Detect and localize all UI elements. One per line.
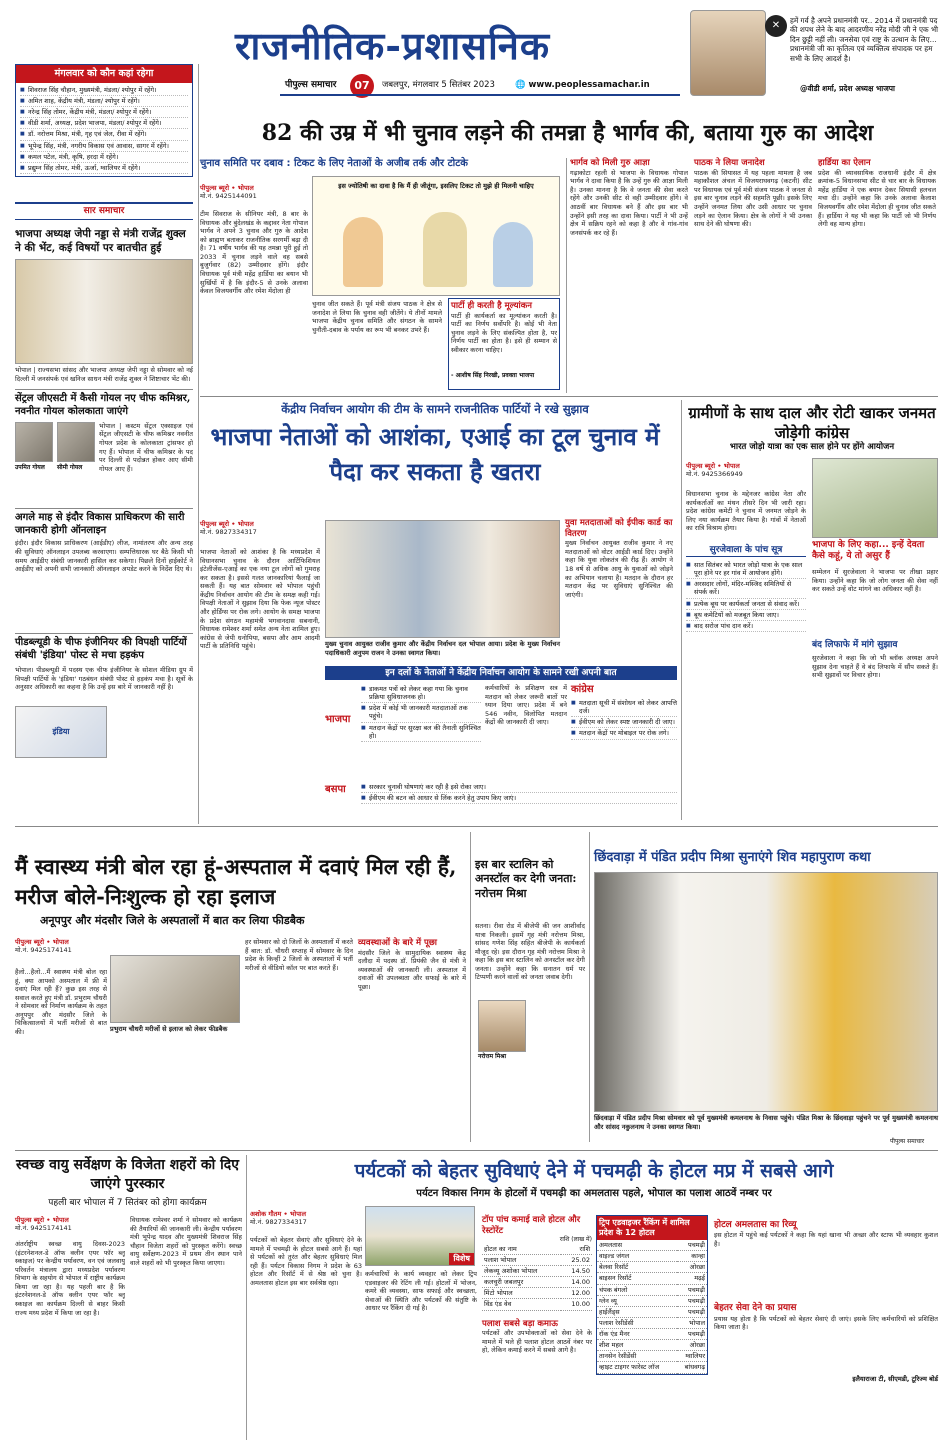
bsp-point: ■ ईवीएम की बटन को आधार से लिंक करने हेतु उपाय किए जाएं। — [361, 793, 677, 804]
ranking-row — [597, 1329, 707, 1340]
health-body-1: हैलो...हैलो...मैं स्वास्थ्य मंत्री बोल रहा हूं, क्या आपको अस्पताल में फ्री में दवाएं मिल रही हैं? कुछ इस तरह से सवाल करते हुए मंत्री डॉ. प्रभुराम चौधरी ने सोमवार को निर्माण कार्यक्रम के तहत अनूपपुर और मंदसौर जिले के चिकित्सालयों में भर्ती मरीजों से बात की। — [15, 968, 107, 1037]
ai-byline-text: पीपुल्स ब्यूरो • भोपाल — [200, 520, 254, 528]
ranking-row — [597, 1306, 707, 1317]
envelope-title: बंद लिफाफे में मांगे सुझाव — [812, 640, 898, 650]
ranking-row-cell: वाइल्ड जंगल — [597, 1251, 677, 1262]
top-earning-title: टॉप पांच कमाई वाले होटल और रेस्टोरेंट — [482, 1215, 581, 1236]
minister-photo-caption: प्रभुराम चौधरी मरीजों से इलाज को लेकर फीडबैक — [110, 1025, 228, 1033]
divider — [681, 400, 682, 820]
bjp-point: ■ मतदान केंद्रों पर सुरक्षा बल की तैनाती सुनिश्चित हो। — [361, 723, 481, 742]
cartoon-figure-3 — [493, 222, 533, 287]
hotel-photo — [365, 1206, 475, 1266]
schedule-box — [15, 64, 193, 177]
close-icon: ✕ — [765, 15, 787, 37]
cartoon — [312, 176, 560, 296]
bjp-point: ■ डाकमत पत्रों को लेकर कहा गया कि चुनाव प्रक्रिया सुविधाजनक हो। — [361, 684, 481, 703]
ranking-row — [597, 1284, 707, 1295]
earning-row-cell: 25.02 — [561, 1254, 592, 1265]
health-headline: मैं स्वास्थ्य मंत्री बोल रहा हूं-अस्पताल में दवाएं मिल रही हैं, मरीज बोले-निःशुल्क हो रहा इलाज — [15, 854, 457, 910]
india-poster-text: इंडिया — [52, 727, 70, 737]
schedule-title: मंगलवार को कौन कहां रहेगा — [16, 65, 192, 83]
photo-credit: पीपुल्स समाचार — [890, 1138, 925, 1145]
congress-point: ■ ईवीएम को लेकर स्पष्ट जानकारी दी जाए। — [571, 717, 677, 728]
congress-point: ■ मतदाता सूची में संशोधन को लेकर आपत्ति दर्ज। — [571, 698, 677, 717]
tourism-body-2: कर्मचारियों के कार्य व्यवहार को लेकर ट्रिप एडवाइजर की रेटिंग ली गई। होटलों में भोजन, कमरे की व्यवस्था, साफ सफाई और स्वच्छता, सेवाओं की स्थिति और पर्यटकों की संतुष्टि के आधार पर रैंकिंग दी गई है। — [365, 1270, 477, 1313]
surjewala-point: ■ बाद सरोज पांच दान करें। — [686, 621, 806, 632]
amaltas-title: होटल अमलतास का रिव्यू — [714, 1220, 797, 1230]
earning-row — [482, 1299, 592, 1310]
ranking-row — [597, 1317, 707, 1328]
top-byline-text: पीपुल्स ब्यूरो • भोपाल — [200, 184, 254, 192]
saar-headline-3: अगले माह से इंदौर विकास प्राधिकरण की सारी जानकारी होगी ऑनलाइन — [15, 508, 193, 538]
party-box — [448, 298, 560, 390]
saar-body-3: इंदौर। इंदौर विकास प्राधिकरण (आईडीए) लीज, नामांतरण और अन्य तरह की सुविधाएं ऑनलाइन उपलब्ध करवाएगा। सम्पत्तिधारक घर बैठे किसी भी समय आईडीए संबंधी जानकारी हासिल कर सकेगा। पिछले दिनों हाईकोर्ट ने आईडीए को अपनी सभी जानकारी ऑनलाइन अपडेट करने के निर्देश दिए थे। — [15, 539, 193, 574]
ranking-row-cell: ग्वालियर — [677, 1351, 707, 1362]
ranking-row — [597, 1251, 707, 1262]
congress-body: विधानसभा चुनाव के मद्देनजर कांग्रेस नेता और कार्यकर्ताओं का मंथन तीसरे दिन भी जारी रहा। प्रदेश कांग्रेस कमेटी ने चुनाव में जनमत जोड़ने के लिए नया कार्यक्रम तैयार किया है। गांवों में नेताओं का रात्रि विश्राम होगा। — [686, 490, 806, 533]
paper-name: पीपुल्स समाचार — [285, 80, 337, 90]
minister-photo — [110, 955, 240, 1023]
ranking-row — [597, 1362, 707, 1373]
saar-body-2: भोपाल | कस्टम सेंट्रल एक्साइज एवं सेंट्रल जीएसटी के चीफ कमिश्नर नवनीत गोयल प्रदेश के कोलकाता ट्रांसफर हो गए हैं। भोपाल में चीफ कमिश्नर के पद पर दिल्ली से पदोन्नत होकर आए सीमी गोयल आए हैं। — [99, 421, 193, 473]
ranking-row-cell: बांधवगढ़ — [677, 1362, 707, 1373]
page-number: 07 — [350, 74, 374, 98]
bsp-label: बसपा — [325, 784, 346, 795]
cartoon-figure-2 — [423, 212, 467, 287]
ranking-row-cell: पचमढ़ी — [677, 1240, 707, 1251]
earning-row-cell: कलचुरी जबलपुर — [482, 1277, 561, 1288]
cartoon-text: इस ज्योतिषी का दावा है कि मैं ही जीतूंगा, इसलिए टिकट तो मुझे ही मिलनी चाहिए — [338, 182, 534, 190]
saar-title: सार समाचार — [15, 202, 193, 220]
chhindwara-caption: छिंदवाड़ा में पंडित प्रदीप मिश्रा सोमवार को पूर्व मुख्यमंत्री कमलनाथ के निवास पहुंचे। पंडित मिश्रा के छिंदवाड़ा पहुंचने पर पूर्व मुख्यमंत्री कमलनाथ और सांसद नकुलनाथ ने उनका स्वागत किया। — [594, 1114, 938, 1131]
bhargav-title: भार्गव को मिली गुरु आज्ञा — [570, 158, 650, 168]
arrangements-body: मंदसौर जिले के सामुदायिक स्वास्थ्य केंद्र दलौदा में पदस्थ डॉ. प्रियंकी जैन से मंत्री ने व्यवस्थाओं की जानकारी ली। अस्पताल में दवाओं की उपलब्धता और सफाई के बारे में पूछा। — [358, 948, 466, 991]
chhindwara-headline: छिंदवाड़ा में पंडित प्रदीप मिश्रा सुनाएंगे शिव महापुराण कथा — [594, 850, 871, 865]
tourism-subhead: पर्यटन विकास निगम के होटलों में पचमढ़ी का अमलतास पहले, भोपाल का पलाश आठवें नम्बर पर — [416, 1188, 772, 1199]
congress-byline-text: पीपुल्स ब्यूरो • भोपाल — [686, 462, 740, 470]
saar-headline-2: सेंट्रल जीएसटी में कैसी गोयल नए चीफ कमिश्नर, नवनीत गोयल कोलकाता जाएंगे — [15, 389, 193, 419]
ranking-row-cell: ओरछा — [677, 1340, 707, 1351]
divider — [246, 1155, 247, 1440]
trip-ranking-rows — [597, 1240, 707, 1374]
name-1: उपमित गोयल — [15, 463, 45, 471]
congress-label: कांग्रेस — [571, 684, 594, 695]
top-subhead: चुनाव समिति पर दबाव : टिकट के लिए नेताओं के अजीब तर्क और टोटके — [200, 158, 468, 169]
party-box-source: - आशीष सिंह निरखी, प्रवक्ता भाजपा — [451, 371, 535, 379]
tourism-byline — [250, 1210, 362, 1226]
earning-row-cell: 12.00 — [561, 1288, 592, 1299]
top-earning-table — [482, 1215, 592, 1409]
pathak-title: पाठक ने लिया जनादेश — [694, 158, 765, 168]
schedule-item: ■ अमित शाह, केंद्रीय मंत्री, मंडला/ श्योपुर में रहेंगे। — [20, 96, 188, 107]
narottam-body: सतना। रीवा रोड में बीजेपी की जन आशीर्वाद यात्रा निकली। इसमें गृह मंत्री नरोत्तम मिश्रा, सांसद गणेश सिंह सहित बीजेपी के कार्यकर्ता मौजूद रहे। इस दौरान गृह मंत्री नरोत्तम मिश्रा ने कहा कि इस बार स्टालिन को अनस्टॉल कर देगी जनता। उन्होंने कहा कि सनातन धर्म पर टिप्पणी करने वालों को जनता जवाब देगी। — [475, 922, 585, 982]
ranking-row-cell: पचमढ़ी — [677, 1284, 707, 1295]
tourism-byline-text: अशोक गौतम • भोपाल — [250, 1210, 306, 1218]
party-box-title: पार्टी ही करती है मूल्यांकन — [451, 301, 532, 311]
trip-ranking-title: ट्रिप एडवाइजर रैंकिंग में शामिल प्रदेश के 12 होटल — [597, 1216, 707, 1240]
trip-ranking-table — [596, 1215, 708, 1375]
top-byline — [200, 184, 310, 200]
rule — [15, 826, 938, 827]
arrangements-title: व्यवस्थाओं के बारे में पूछा — [358, 938, 437, 948]
health-byline-text: पीपुल्स ब्यूरो • भोपाल — [15, 938, 69, 946]
swachh-subhead: पहली बार भोपाल में 7 सितंबर को होगा कार्यक्रम — [48, 1198, 207, 1208]
earning-row — [482, 1254, 592, 1265]
amaltas-col — [714, 1220, 938, 1383]
nadda-photo — [15, 259, 193, 364]
bjp-point: ■ प्रदेश में कोई भी जानकारी मतदाताओं तक पहुंचे। — [361, 703, 481, 722]
swachh-body: अंतर्राष्ट्रीय स्वच्छ वायु दिवस-2023 (इंटरनेशनल-डे ऑफ क्लीन एयर फॉर ब्लू स्काइज) पर केन्द्रीय पर्यावरण, वन एवं जलवायु परिवर्तन मंत्रालय द्वारा मध्यप्रदेश पर्यावरण विभाग के सहयोग से भोपाल में राष्ट्रीय कार्यक्रम किया जा रहा है। यह पहली बार है कि इंटरनेशनल-डे ऑफ क्लीन एयर फॉर ब्लू स्काइज का कार्यक्रम दिल्ली से बाहर किसी राज्य मध्य प्रदेश में किया जा रहा है। — [15, 1240, 125, 1317]
schedule-item: ■ डॉ. नरोत्तम मिश्रा, मंत्री, गृह एवं जेल, रीवा में रहेंगे। — [20, 129, 188, 140]
pathak-body: पाठक की सियासत में यह पहला मामला है जब महाकौशल अंचल में विजयराघवगढ़ (कटनी) सीट पर विधायक एवं पूर्व मंत्री संजय पाठक ने जनता से इस बार चुनाव लड़ने की सहमति पूछी। इसके लिए उन्होंने जनमत लिया और उसी आधार पर चुनाव लड़ने का ऐलान किया। क्षेत्र के लोगों ने भी उनका साथ देने की घोषणा की। — [694, 168, 812, 229]
vishesh-badge: विशेष — [449, 1253, 474, 1265]
bhargav-body: गढ़ाकोटा रहली से भाजपा के विधायक गोपाल भार्गव ने दावा किया है कि उन्हें गुरु की आज्ञा मिली है। उनका मानना है कि वे जनता की सेवा करते रहेंगे और उनकी सीट से वही उम्मीदवार होंगे। वे आठवीं बार विधायक बने हैं और इस बार भी उन्होंने इसी तरह का दावा किया। पार्टी ने भी उन्हें क्षेत्र में सक्रिय रहने को कहा है और वे गांव-गांव जनसंपर्क कर रहे हैं। — [570, 168, 688, 237]
ranking-row — [597, 1340, 707, 1351]
earning-row-cell: लेकव्यू अशोका भोपाल — [482, 1266, 561, 1277]
rally-photo — [812, 458, 938, 538]
palash-title: पलाश सबसे बड़ा कमाऊ — [482, 1318, 558, 1329]
schedule-item: ■ नरेन्द्र सिंह तोमर, केंद्रीय मंत्री, मंडला/ श्योपुर में रहेंगे। — [20, 107, 188, 118]
saar-column — [15, 202, 193, 786]
congress-subhead: भारत जोड़ो यात्रा का एक साल होने पर होंगे आयोजन — [729, 442, 895, 452]
tourism-mobile: मो.नं. 9827334317 — [250, 1218, 307, 1227]
narottam-headline: इस बार स्टालिन को अनस्टॉल कर देगी जनता: नरोत्तम मिश्रा — [475, 858, 577, 900]
party-box-body: पार्टी ही कार्यकर्ता का मूल्यांकन करती है। पार्टी का निर्णय सर्वोपरि है। कोई भी नेता चुनाव लड़ने के लिए संकल्पित होता है, पर निर्णय पार्टी का होता है। इसे ही सम्मान से स्वीकार करना चाहिए। — [451, 311, 557, 354]
saar-body-4: भोपाल। पीडब्ल्यूडी में पदस्थ एक चीफ इंजीनियर के सोशल मीडिया ग्रुप में विपक्षी पार्टियों के 'इंडिया' गठबंधन संबंधी पोस्ट से हड़कंप मचा है। सूत्रों के अनुसार अधिकारी का कहना है कि उन्हें इस बारे में जानकारी नहीं है। — [15, 666, 193, 692]
earning-row-cell: राशि — [561, 1244, 592, 1255]
dateline: जबलपुर, मंगलवार 5 सितंबर 2023 — [382, 80, 495, 90]
congress-points — [571, 698, 677, 740]
earning-row-cell: होटल का नाम — [482, 1244, 561, 1255]
ranking-row-cell: शीश महल — [597, 1340, 677, 1351]
health-byline — [15, 938, 115, 954]
ranking-row — [597, 1351, 707, 1362]
name-2: सीमी गोयल — [57, 463, 83, 471]
swachh-byline-text: पीपुल्स ब्यूरो • भोपाल — [15, 1216, 69, 1224]
earning-row — [482, 1277, 592, 1288]
ai-byline — [200, 520, 310, 536]
top-headline: 82 की उम्र में भी चुनाव लड़ने की तमन्ना है भार्गव की, बताया गुरु का आदेश — [261, 120, 874, 146]
schedule-item: ■ कमल पटेल, मंत्री, कृषि, हरदा में रहेंगे। — [20, 152, 188, 163]
top-earning-rows — [482, 1244, 592, 1311]
hardia-title: हार्डिया का ऐलान — [818, 158, 871, 168]
leader-photo — [690, 10, 766, 96]
mid-text: कर्मचारियों के प्रशिक्षण सत्र में मतदान को लेकर जरूरी बातों पर ध्यान दिया जाए। प्रदेश में बने 546 नवीन, विलोपित मतदान केंद्रों की जानकारी दी जाए। — [485, 684, 567, 727]
pathak-col — [694, 158, 812, 384]
ai-photo-caption: मुख्य चुनाव आयुक्त राजीव कुमार और केंद्रीय निर्वाचन दल भोपाल आया। प्रदेश के मुख्य निर्वाचन पदाधिकारी अनुपम राजन ने उनका स्वागत किया। — [325, 640, 560, 657]
surjewala-title: सुरजेवाला के पांच सूत्र — [686, 545, 806, 557]
congress-byline — [686, 462, 806, 478]
envelope-body: सुरजेवाला ने कहा कि जो भी ब्लॉक अध्यक्ष अपने सुझाव देना चाहते हैं वे बंद लिफाफे में सौंप सकते हैं। सभी सुझावों पर विचार होगा। — [812, 654, 938, 680]
ranking-row — [597, 1240, 707, 1251]
divider — [589, 832, 590, 1142]
quote-body: सम्मेलन में सुरजेवाला ने भाजपा पर तीखा प्रहार किया। उन्होंने कहा कि जो लोग जनता की सेवा नहीं कर सकते उन्हें वोट मांगने का अधिकार नहीं है। — [812, 568, 938, 594]
ai-body: भाजपा नेताओं को आशंका है कि मध्यप्रदेश में विधानसभा चुनाव के दौरान आर्टिफिशियल इंटेलीजेंस-एआई का एक नया टूल लोगों को गुमराह कर सकता है। इससे गलत जानकारियां फैलाई जा सकती हैं। यह बात सोमवार को भोपाल पहुंची केंद्रीय निर्वाचन आयोग की टीम के समक्ष कही गई। विपक्षी नेताओं ने सुझाव दिया कि फेक न्यूज पोस्टर और होर्डिंग्स पर रोक लगे। आयोग के समक्ष भाजपा के प्रदेश संगठन महामंत्री भगवानदास सबनानी, विधायक रामेश्वर शर्मा समेत अन्य नेता शामिल हुए। कांग्रेस से जेपी धनोपिया, बसपा और आम आदमी पार्टी के प्रतिनिधि पहुंचे। — [200, 548, 320, 651]
top-mobile: मो.नं. 9425144091 — [200, 192, 257, 201]
saar-caption-1: भोपाल | राज्यसभा सांसद और भाजपा अध्यक्ष जेपी नड्डा से सोमवार को नई दिल्ली में जनसंपर्क एवं खनिज साधन मंत्री राजेंद्र शुक्ल ने शिष्टाचार भेंट की। — [15, 366, 193, 383]
voter-body: मुख्य निर्वाचन आयुक्त राजीव कुमार ने नए मतदाताओं को वोटर आईडी कार्ड दिए। उन्होंने कहा कि युवा लोकतंत्र की रीढ़ हैं। आयोग ने 18 वर्ष से अधिक आयु के युवाओं को जोड़ने का अभियान चलाया है। मतदान के दौरान हर मतदान केंद्र पर सुविधाएं सुनिश्चित की जाएंगी। — [565, 539, 673, 599]
surjewala-point: ■ अरसदार लोगों, मंदिर-मस्जिद समितियों से संपर्क करें। — [686, 579, 806, 598]
party-demands — [325, 684, 677, 819]
hardia-body: प्रदेश की व्यावसायिक राजधानी इंदौर में क्षेत्र क्रमांक-5 विधानसभा सीट से चार बार के विधायक महेंद्र हार्डिया ने एक बयान देकर सियासी हलचल मचा दी। उन्होंने कहा कि उनके अलावा कैलाश विजयवर्गीय और रमेश मेंदोला ही चुनाव जीत सकते हैं। हार्डिया ने यह भी कहा कि पार्टी जो भी निर्णय लेगी वह मान्य होगा। — [818, 168, 936, 229]
ranking-row — [597, 1262, 707, 1273]
schedule-item: ■ प्रद्युम्न सिंह तोमर, मंत्री, ऊर्जा, ग्वालियर में रहेंगे। — [20, 163, 188, 174]
ranking-row-cell: पचमढ़ी — [677, 1329, 707, 1340]
ranking-row-cell: पचमढ़ी — [677, 1295, 707, 1306]
schedule-item: ■ शिवराज सिंह चौहान, मुख्यमंत्री, मंडला/ श्योपुर में रहेंगे। — [20, 85, 188, 96]
masthead-rule — [280, 94, 680, 96]
narottam-name: नरोत्तम मिश्रा — [478, 1053, 507, 1060]
congress-mobile: मो.नं. 9425366949 — [686, 470, 743, 479]
earning-row — [482, 1244, 592, 1255]
ranking-row-cell: ओरछा — [677, 1262, 707, 1273]
schedule-item: ■ भूपेन्द्र सिंह, मंत्री, नगरीय विकास एवं आवास, सागर में रहेंगे। — [20, 141, 188, 152]
rule — [15, 1150, 938, 1151]
ad-text: हमें गर्व है अपने प्रधानमंत्री पर.. 2014 में प्रधानमंत्री पद की शपथ लेने के बाद आदरणीय नरेंद्र मोदी जी ने एक भी दिन छुट्टी नहीं ली। जनसेवा एवं राष्ट्र के उत्थान के लिए... प्रधानमंत्री जी का कृतित्व एवं व्यक्तित्व संपादक पर हम सभी के लिए आदर्श है। — [790, 16, 938, 63]
earning-row-cell: पलाश भोपाल — [482, 1254, 561, 1265]
top-body-2: चुनाव जीत सकते हैं। पूर्व मंत्री संजय पाठक ने क्षेत्र से जनादेश ले लिया कि चुनाव वही जीतेंगे। ये तीनों मामले भाजपा केंद्रीय चुनाव समिति और संगठन के सामने चुनौती-दबाव के पर्याय का रूप भी बनकर उभरे हैं। — [312, 300, 442, 334]
website: 🌐 www.peoplessamachar.in — [515, 80, 650, 90]
swachh-byline — [15, 1216, 125, 1232]
ranking-row-cell: बाइसन रिसॉर्ट — [597, 1273, 677, 1284]
schedule-item: ■ वीडी शर्मा, अध्यक्ष, प्रदेश भाजपा, मंडला/ श्योपुर में रहेंगे। — [20, 118, 188, 129]
ranking-row-cell: पलाश रेसीडेंसी — [597, 1317, 677, 1328]
surjewala-points — [686, 560, 806, 632]
top-body-1: टीम सिवराज के सीनियर मंत्री, 8 बार के विधायक और बुंदेलखंड के कद्दावर नेता गोपाल भार्गव ने अपने 3 चुनाव और गुरु के आदेश को ब्राह्मण बताकर राजनीतिक सरगर्मी बढ़ा दी है। 71 वर्षीय भार्गव की यह तमन्ना पूरी हुई तो 2033 में चुनाव लड़ने वाले वह सबसे बुजुर्गवार (82) उम्मीदवार होंगे। इंदौर विधायक पूर्व मंत्री महेंद्र हार्डिया का बयान भी सुर्खियों में है कि इंदौर-5 से उनके अलावा केवल विजयवर्गीय और रमेश मेंदोला ही — [200, 210, 308, 296]
earning-row-cell: 14.50 — [561, 1266, 592, 1277]
ranking-row-cell: तानसेन रेसीडेंसी — [597, 1351, 677, 1362]
website-text: www.peoplessamachar.in — [528, 80, 650, 90]
saar-headline-1: भाजपा अध्यक्ष जेपी नड्डा से मंत्री राजेंद्र शुक्ल ने की भेंट, कई विषयों पर बातचीत हुई — [15, 228, 186, 254]
earning-row — [482, 1266, 592, 1277]
congress-quote: भाजपा के लिए कहा... इन्हें देवता कैसे कहूं, ये तो असुर हैं — [812, 540, 925, 562]
ranking-row-cell: ग्लेन व्यू — [597, 1295, 677, 1306]
swachh-body-2: विधायक रामेश्वर शर्मा ने सोमवार को कार्यक्रम की तैयारियों की जानकारी ली। केन्द्रीय पर्यावरण मंत्री भूपेन्द्र यादव और मुख्यमंत्री शिवराज सिंह चौहान विजेता शहरों को पुरस्कृत करेंगे। स्वच्छ वायु सर्वेक्षण-2023 में प्रथम तीन स्थान पाने वाले शहरों को भी पुरस्कृत किया जाएगा। — [130, 1216, 242, 1267]
ranking-row-cell: हाईलैंड्स — [597, 1306, 677, 1317]
divider — [470, 832, 471, 1142]
palash-body: पर्यटकों और उपभोक्ताओं को सेवा देने के मामले में भले ही पलाश होटल आठवें नंबर पर हो, लेकिन कमाई करने में सबसे आगे है। — [482, 1329, 592, 1355]
saar-headline-4: पीडब्ल्यूडी के चीफ इंजीनियर की विपक्षी पार्टियों संबंधी 'इंडिया' पोस्ट से मचा हड़कंप — [15, 633, 193, 663]
election-team-photo — [325, 520, 560, 638]
voter-title: युवा मतदाताओं को ईपीक कार्ड का वितरण — [565, 518, 673, 539]
bsp-point: ■ सरकार चुनावी घोषणाएं कर रही है इसे रोका जाए। — [361, 782, 677, 793]
rule — [200, 396, 938, 397]
better-service-title: बेहतर सेवा देने का प्रयास — [714, 1303, 797, 1314]
ranking-row-cell: व्हाइट टाइगर फारेस्ट लॉज — [597, 1362, 677, 1373]
tourism-body: पर्यटकों को बेहतर सेवाएं और सुविधाएं देने के मामले में पचमढ़ी के होटल सबसे आगे हैं। यहां से पर्यटकों को तुरंत और बेहतर सुविधाएं मिल रही हैं। पर्यटन विकास निगम ने प्रदेश के 63 होटल और रिसॉर्ट में से श्रेष्ठ को चुना है। अमलतास होटल इस बार सर्वश्रेष्ठ रहा। — [250, 1236, 362, 1287]
narottam-photo — [478, 1000, 526, 1052]
ad-signature: @वीडी शर्मा, प्रदेश अध्यक्ष भाजपा — [800, 84, 895, 93]
swachh-mobile: मो.नं. 9425174141 — [15, 1224, 72, 1233]
ranking-row — [597, 1273, 707, 1284]
earning-row-cell: विंड एंड वेव — [482, 1299, 561, 1310]
pandit-photo — [594, 872, 938, 1112]
ranking-row-cell: भोपाल — [677, 1317, 707, 1328]
ai-kicker: केंद्रीय निर्वाचन आयोग की टीम के सामने राजनीतिक पार्टियों ने रखे सुझाव — [281, 402, 589, 416]
swachh-headline: स्वच्छ वायु सर्वेक्षण के विजेता शहरों को दिए जाएंगे पुरस्कार — [16, 1157, 239, 1192]
ranking-row-cell: चंपक बंगलो — [597, 1284, 677, 1295]
health-mobile: मो.नं. 9425174141 — [15, 946, 72, 955]
earning-row-cell: मिंटो भोपाल — [482, 1288, 561, 1299]
bjp-label: भाजपा — [325, 714, 351, 725]
ai-headline: भाजपा नेताओं को आशंका, एआई का टूल चुनाव में पैदा कर सकता है खतरा — [210, 422, 660, 486]
goyal-photo-1 — [15, 422, 53, 462]
bsp-points — [361, 782, 677, 804]
earning-row-cell: 14.00 — [561, 1277, 592, 1288]
hardia-col — [818, 158, 936, 384]
ranking-row-cell: पचमढ़ी — [677, 1306, 707, 1317]
bhargav-col — [570, 158, 688, 384]
better-service-body: प्रयास यह होता है कि पर्यटकों को बेहतर सेवाएं दी जाएं। इसके लिए कर्मचारियों को प्रशिक्षित किया जाता है। — [714, 1314, 938, 1332]
column-divider — [198, 64, 199, 824]
surjewala-point: ■ बूथ कमेटियों को मजबूत किया जाए। — [686, 610, 806, 621]
bjp-points — [361, 684, 481, 742]
earning-row-cell: 10.00 — [561, 1299, 592, 1310]
amaltas-body: इस होटल में पहुंचे कई पर्यटकों ने कहा कि यहां खाना भी अच्छा और स्टाफ भी व्यवहार कुशल है। — [714, 1231, 938, 1248]
congress-point: ■ मतदान केंद्रों पर मोबाइल पर रोक लगे। — [571, 728, 677, 739]
schedule-list — [16, 83, 192, 176]
india-poster — [15, 706, 107, 758]
ranking-row-cell: बेलवा रिसॉर्ट — [597, 1262, 677, 1273]
ranking-row-cell: रॉक एंड मैनर — [597, 1329, 677, 1340]
ranking-row — [597, 1295, 707, 1306]
health-body-2: हर सोमवार को दो जिलों के अस्पतालों में करते हैं बात: डॉ. चौधरी सप्ताह में सोमवार के दिन प्रदेश के किन्हीं 2 जिलों के अस्पतालों में भर्ती मरीजों से वीडियो कॉल पर बात करते हैं। — [245, 938, 353, 972]
arrangements-box — [358, 938, 466, 1143]
ranking-row-cell: मढ़ई — [677, 1273, 707, 1284]
section-title: राजनीतिक-प्रशासनिक — [235, 23, 551, 68]
health-subhead: अनूपपुर और मंदसौर जिले के अस्पतालों में बात कर लिया फीडबैक — [40, 914, 305, 927]
ranking-row-cell: अमलतास — [597, 1240, 677, 1251]
surjewala-point: ■ सात सितंबर को भारत जोड़ो यात्रा के एक साल पूरा होने पर हर गांव में आयोजन होंगे। — [686, 560, 806, 579]
divider — [566, 158, 567, 393]
ai-mobile: मो.नं. 9827334317 — [200, 528, 257, 537]
party-strip: इन दलों के नेताओं ने केंद्रीय निर्वाचन आयोग के सामने रखी अपनी बात — [325, 666, 677, 680]
ranking-row-cell: कान्हा — [677, 1251, 707, 1262]
goyal-photo-2 — [57, 422, 95, 462]
better-service-source: इलैयाराजा टी, सीएमडी, टूरिज्म बोर्ड — [852, 1374, 938, 1383]
earning-row — [482, 1288, 592, 1299]
congress-headline: ग्रामीणों के साथ दाल और रोटी खाकर जनमत जोड़ेगी कांग्रेस — [688, 404, 936, 442]
top-earning-unit: राशि (लाख में) — [559, 1236, 592, 1244]
surjewala-point: ■ प्रत्येक बूथ पर कार्यकर्ता जनता से संवाद करें। — [686, 599, 806, 610]
tourism-headline: पर्यटकों को बेहतर सुविधाएं देने में पचमढ़ी के होटल मप्र में सबसे आगे — [354, 1160, 834, 1182]
cartoon-figure-1 — [343, 217, 383, 287]
